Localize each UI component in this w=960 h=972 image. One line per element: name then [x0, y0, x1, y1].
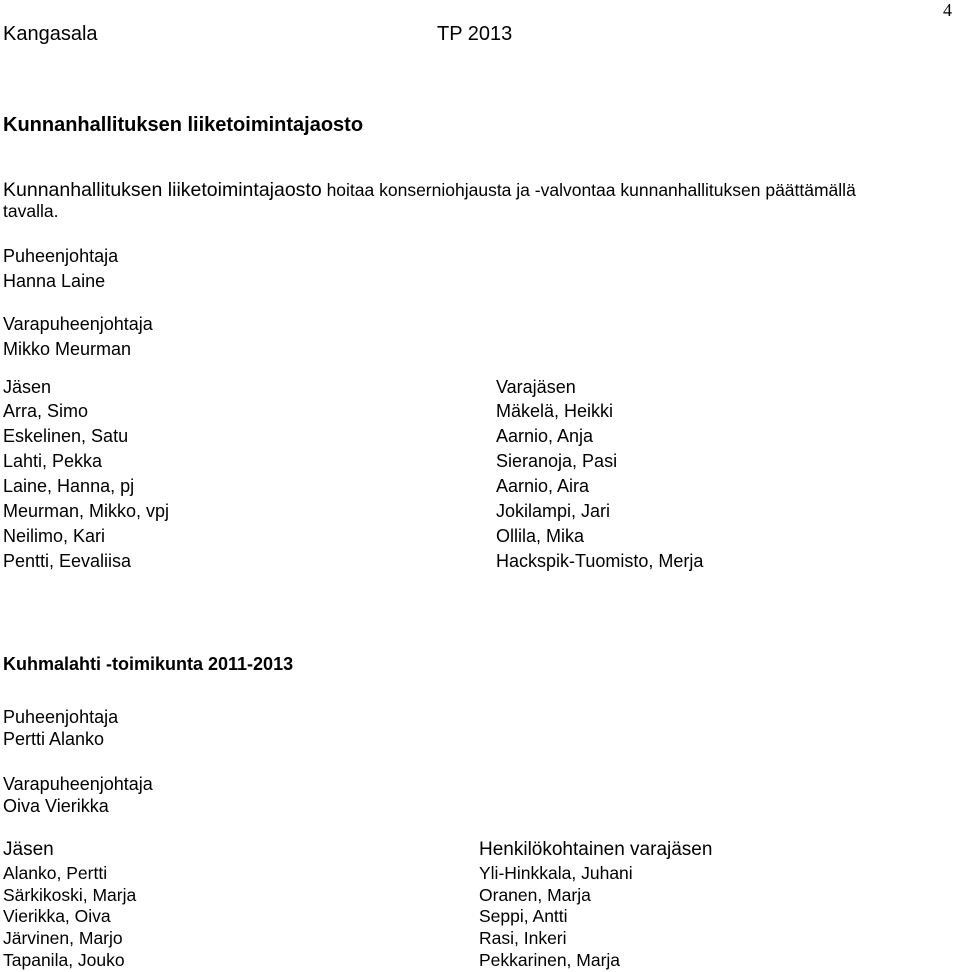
header-plan: TP 2013	[437, 23, 513, 45]
list-item: Eskelinen, Satu	[3, 426, 129, 446]
section1-vice-name: Mikko Meurman	[3, 339, 132, 359]
list-item: Ollila, Mika	[496, 526, 585, 546]
list-item: Arra, Simo	[3, 401, 89, 421]
list-item: Yli-Hinkkala, Juhani	[479, 863, 633, 883]
section1-intro-line2: tavalla.	[3, 201, 59, 221]
section1-intro-line1	[3, 178, 856, 202]
list-item: Alanko, Pertti	[3, 863, 108, 883]
list-item: Seppi, Antti	[479, 906, 568, 927]
list-item: Lahti, Pekka	[3, 451, 103, 471]
section2-members-label: Jäsen	[3, 839, 54, 860]
list-item: Vierikka, Oiva	[3, 906, 111, 927]
section1-deputies-list	[496, 399, 703, 574]
section1-deputies-label: Varajäsen	[496, 377, 576, 397]
section2-title: Kuhmalahti -toimikunta 2011-2013	[3, 654, 294, 674]
list-item: Oranen, Marja	[479, 884, 591, 905]
section1-chair-name: Hanna Laine	[3, 271, 106, 291]
list-item: Pentti, Eevaliisa	[3, 551, 132, 571]
section1-members-label: Jäsen	[3, 377, 52, 397]
page-number: 4	[943, 0, 952, 20]
list-item: Sieranoja, Pasi	[496, 451, 618, 471]
list-item: Aarnio, Anja	[496, 426, 594, 446]
list-item: Tapanila, Jouko	[3, 949, 125, 970]
section1-title: Kunnanhallituksen liiketoimintajaosto	[3, 114, 364, 136]
section2-vice-name: Oiva Vierikka	[3, 796, 109, 816]
section2-members-list	[3, 863, 136, 971]
section2-deputies-label: Henkilökohtainen varajäsen	[479, 839, 713, 860]
section1-vice-label: Varapuheenjohtaja	[3, 314, 153, 334]
section1-intro-name: Kunnanhallituksen liiketoimintajaosto	[3, 179, 322, 201]
list-item: Hackspik-Tuomisto, Merja	[496, 551, 704, 571]
list-item: Rasi, Inkeri	[479, 928, 567, 949]
list-item: Järvinen, Marjo	[3, 928, 123, 949]
list-item: Mäkelä, Heikki	[496, 401, 614, 421]
header-municipality: Kangasala	[3, 23, 98, 45]
list-item: Laine, Hanna, pj	[3, 476, 135, 496]
section2-chair-name: Pertti Alanko	[3, 729, 105, 749]
list-item: Meurman, Mikko, vpj	[3, 501, 170, 521]
section1-chair-label: Puheenjohtaja	[3, 246, 119, 266]
section2-chair-label: Puheenjohtaja	[3, 707, 119, 727]
list-item: Särkikoski, Marja	[3, 884, 137, 905]
list-item: Neilimo, Kari	[3, 526, 106, 546]
list-item: Jokilampi, Jari	[496, 501, 611, 521]
section1-intro-rest: hoitaa konserniohjausta ja -valvontaa kunnanhallituksen päättämällä	[321, 180, 856, 200]
section2-vice-label: Varapuheenjohtaja	[3, 774, 153, 794]
list-item: Aarnio, Aira	[496, 476, 590, 496]
list-item: Pekkarinen, Marja	[479, 949, 621, 970]
section2-deputies-list	[479, 863, 633, 971]
section1-members-list	[3, 399, 169, 574]
